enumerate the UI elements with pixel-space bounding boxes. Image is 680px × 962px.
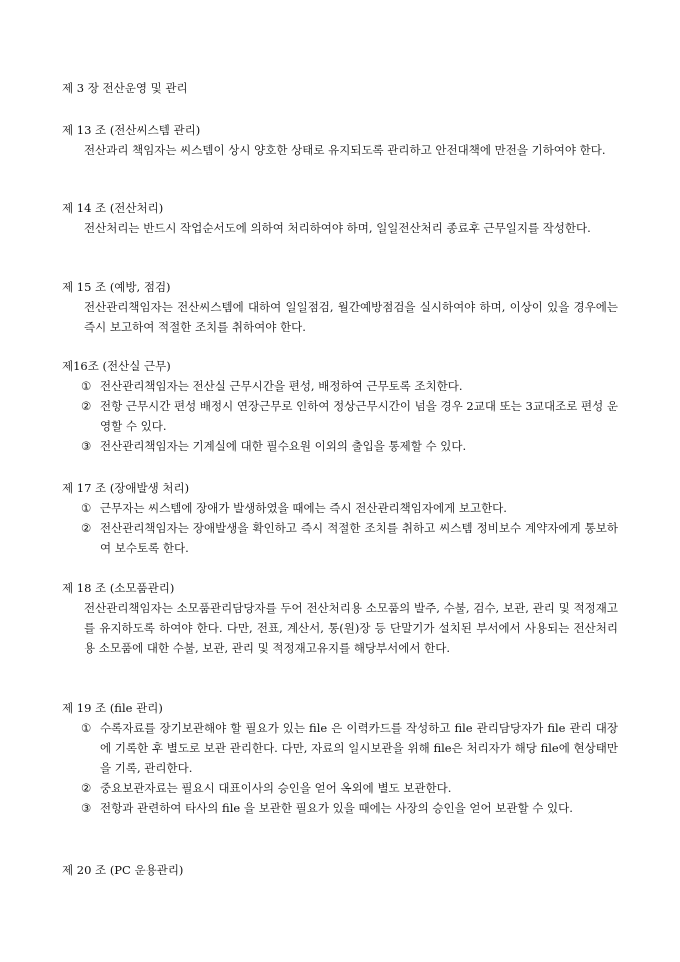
article-body: 전산관리책임자는 소모품관리담당자를 두어 전산처리용 소모품의 발주, 수불, 검수, 보관, 관리 및 적정재고를 유지하도록 하여야 한다. 다만, 전표, 계산서, 통(원)장 등 단말기가 설치된 부서에서 사용되는 전산처리용 소모품에 대한 수불, 보관, 관리 및 적정재고유지를 해당부서에서 한다. xyxy=(84,601,618,655)
item-number: ③ xyxy=(81,801,92,815)
item-text: 중요보관자료는 필요시 대표이사의 승인을 얻어 옥외에 별도 보관한다. xyxy=(100,781,452,795)
item-number: ③ xyxy=(81,439,92,453)
item-text: 전항 근무시간 편성 배정시 연장근무로 인하여 정상근무시간이 넘을 경우 2교대 또는 3교대조로 편성 운영할 수 있다. xyxy=(100,399,618,433)
list-item xyxy=(81,778,618,798)
item-text: 전산관리책임자는 전산실 근무시간을 편성, 배정하여 근무토록 조치한다. xyxy=(100,379,463,393)
item-number: ② xyxy=(81,521,92,535)
list-item xyxy=(81,376,618,396)
article-body: 전산과리 책임자는 씨스템이 상시 양호한 상태로 유지되도록 관리하고 안전대책에 만전을 기하여야 한다. xyxy=(84,143,606,157)
item-number: ② xyxy=(81,399,92,413)
list-item xyxy=(81,518,618,558)
article-title: 제 15 조 (예방, 점검) xyxy=(62,280,171,294)
item-text: 전항과 관련하여 타사의 file 을 보관한 필요가 있을 때에는 사장의 승인을 얻어 보관할 수 있다. xyxy=(100,801,573,815)
article-14 xyxy=(0,198,680,238)
article-15 xyxy=(0,277,680,337)
article-title: 제16조 (전산실 근무) xyxy=(62,359,171,373)
chapter-title: 제 3 장 전산운영 및 관리 xyxy=(62,81,188,95)
article-title: 제 19 조 (file 관리) xyxy=(62,701,163,715)
item-number: ① xyxy=(81,379,92,393)
article-20 xyxy=(0,860,680,880)
item-text: 전산관리책임자는 장애발생을 확인하고 즉시 적절한 조치를 취하고 씨스템 정비보수 계약자에게 통보하여 보수토록 한다. xyxy=(100,521,618,555)
article-19 xyxy=(0,698,680,818)
list-item xyxy=(81,798,618,818)
item-text: 전산관리책임자는 기계실에 대한 필수요원 이외의 출입을 통제할 수 있다. xyxy=(100,439,467,453)
item-number: ① xyxy=(81,501,92,515)
list-item xyxy=(81,498,618,518)
list-item xyxy=(81,436,618,456)
article-title: 제 13 조 (전산씨스템 관리) xyxy=(62,123,201,137)
item-number: ② xyxy=(81,781,92,795)
list-item xyxy=(81,718,618,778)
article-title: 제 17 조 (장애발생 처리) xyxy=(62,481,190,495)
list-item xyxy=(81,396,618,436)
article-17 xyxy=(0,478,680,558)
item-text: 근무자는 씨스템에 장애가 발생하였을 때에는 즉시 전산관리책임자에게 보고한다. xyxy=(100,501,507,515)
article-18 xyxy=(0,578,680,658)
article-body: 전산처리는 반드시 작업순서도에 의하여 처리하여야 하며, 일일전산처리 종료후 근무일지를 작성한다. xyxy=(84,221,591,235)
article-body: 전산관리책임자는 전산씨스템에 대하여 일일점검, 월간예방점검을 실시하여야 하며, 이상이 있을 경우에는 즉시 보고하여 적절한 조치를 취하여야 한다. xyxy=(84,300,618,334)
article-16 xyxy=(0,356,680,456)
article-title: 제 20 조 (PC 운용관리) xyxy=(62,863,184,877)
item-text: 수록자료를 장기보관해야 할 필요가 있는 file 은 이력카드를 작성하고 file 관리담당자가 file 관리 대장에 기록한 후 별도로 보관 관리한다. 다만, 자료의 일시보관을 위해 file은 처리자가 해당 file에 현상태만을 기록, 관리한다. xyxy=(100,721,618,775)
article-title: 제 18 조 (소모품관리) xyxy=(62,581,175,595)
article-title: 제 14 조 (전산처리) xyxy=(62,201,164,215)
article-13 xyxy=(0,120,680,160)
item-number: ① xyxy=(81,721,92,735)
